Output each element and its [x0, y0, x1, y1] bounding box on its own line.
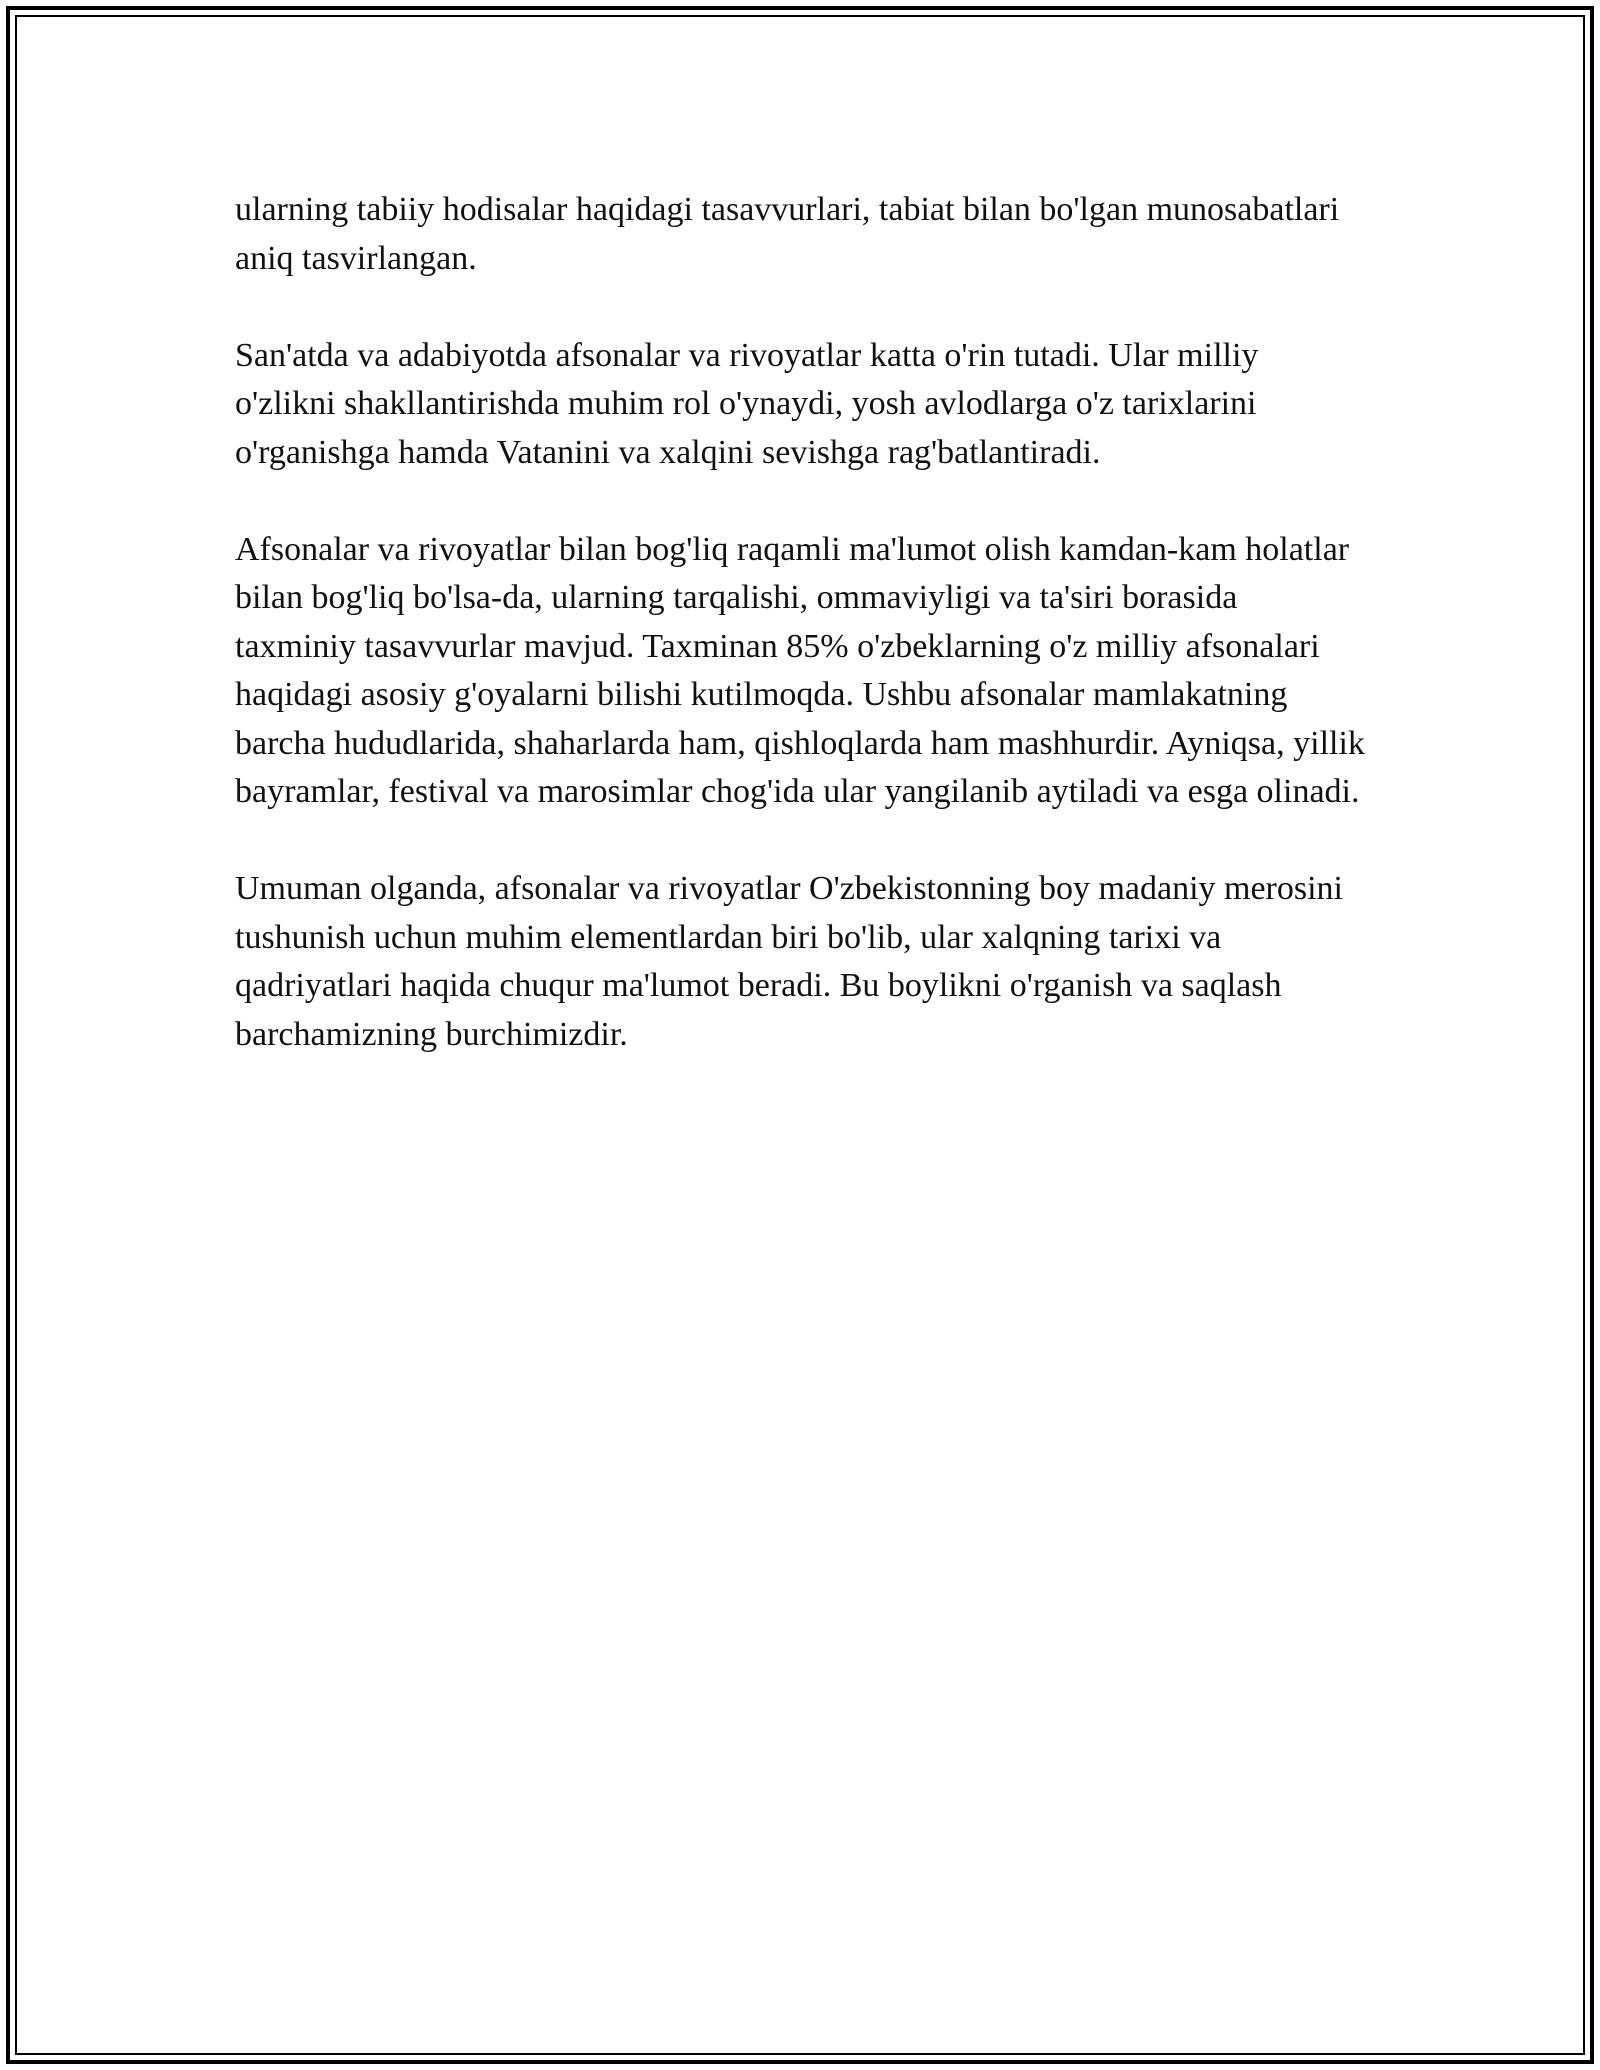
- paragraph-2: San'atda va adabiyotda afsonalar va rivoyatlar katta o'rin tutadi. Ular milliy o'zlikni shakllantirishda muhim rol o'ynaydi, yosh avlodlarga o'z tarixlarini o'rganishga hamda Vatanini va xalqini sevishga rag'batlantiradi.: [235, 336, 1259, 471]
- document-body: [235, 186, 1365, 1059]
- paragraph-4: Umuman olganda, afsonalar va rivoyatlar O'zbekistonning boy madaniy merosini tushunish uchun muhim elementlardan biri bo'lib, ular xalqning tarixi va qadriyatlari haqida chuqur ma'lumot beradi. Bu boylikni o'rganish va saqlash barchamizning burchimizdir.: [235, 870, 1344, 1053]
- paragraph-1: ularning tabiiy hodisalar haqidagi tasavvurlari, tabiat bilan bo'lgan munosabatlari aniq tasvirlangan.: [235, 191, 1340, 277]
- paragraph-3: Afsonalar va rivoyatlar bilan bog'liq raqamli ma'lumot olish kamdan-kam holatlar bilan bog'liq bo'lsa-da, ularning tarqalishi, ommaviyligi va ta'siri borasida taxminiy tasavvurlar mavjud. Taxminan 85% o'zbeklarning o'z milliy afsonalari haqidagi asosiy g'oyalarni bilishi kutilmoqda. Ushbu afsonalar mamlakatning barcha hududlarida, shaharlarda ham, qishloqlarda ham mashhurdir. Ayniqsa, yillik bayramlar, festival va marosimlar chog'ida ular yangilanib aytiladi va esga olinadi.: [235, 530, 1365, 810]
